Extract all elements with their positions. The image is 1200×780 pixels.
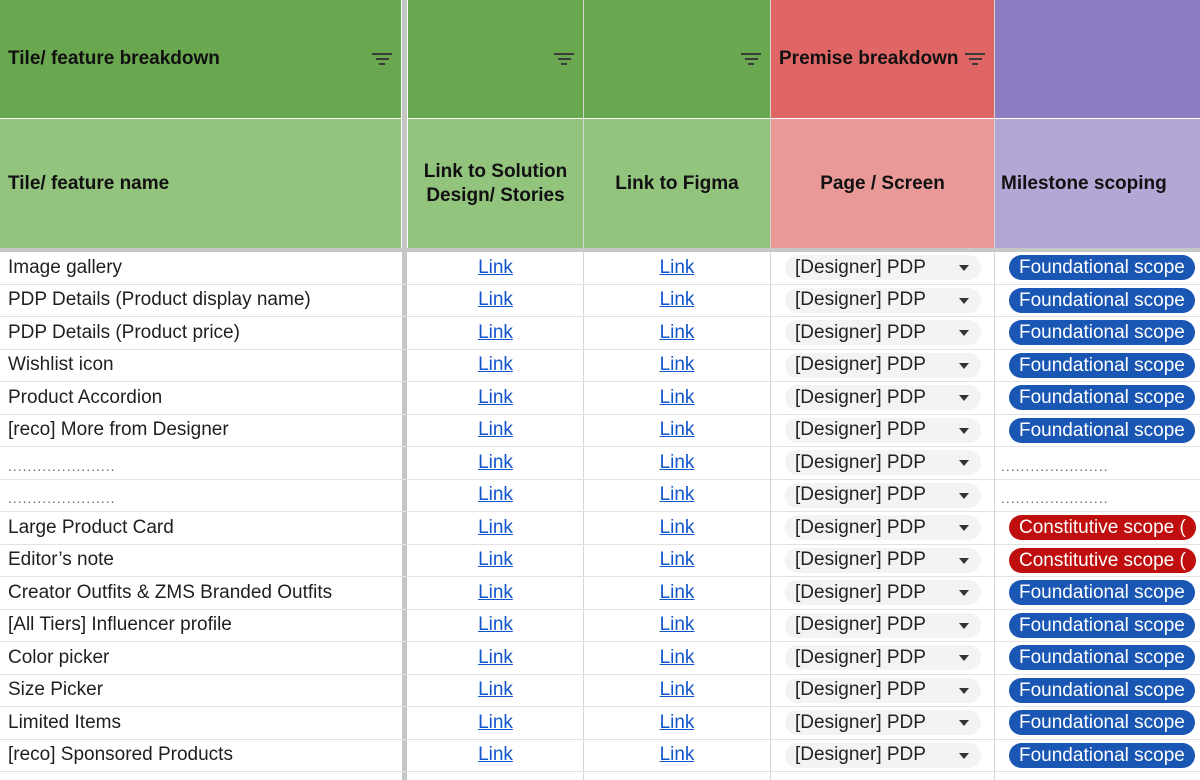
page-screen-dropdown[interactable] bbox=[785, 255, 981, 280]
solution-design-link[interactable]: Link bbox=[478, 581, 513, 603]
page-screen-cell bbox=[771, 317, 994, 349]
page-screen-value: [Designer] PDP bbox=[795, 549, 926, 571]
page-screen-dropdown[interactable] bbox=[785, 743, 981, 768]
page-screen-cell bbox=[771, 545, 994, 577]
page-screen-value: [Designer] PDP bbox=[795, 679, 926, 701]
dropdown-caret-icon[interactable] bbox=[959, 330, 969, 336]
solution-design-link[interactable]: Link bbox=[478, 289, 513, 311]
milestone-scope-cell[interactable] bbox=[995, 350, 1200, 382]
feature-name-cell[interactable] bbox=[0, 512, 401, 544]
figma-cell bbox=[584, 707, 770, 739]
dropdown-caret-icon[interactable] bbox=[959, 395, 969, 401]
table-row bbox=[0, 675, 1200, 708]
feature-name-cell[interactable] bbox=[0, 545, 401, 577]
page-screen-dropdown[interactable] bbox=[785, 353, 981, 378]
milestone-scope-cell[interactable] bbox=[995, 382, 1200, 414]
figma-link[interactable]: Link bbox=[659, 614, 695, 636]
dropdown-caret-icon[interactable] bbox=[959, 753, 969, 759]
placeholder-dots: ...................... bbox=[8, 457, 116, 474]
solution-design-link[interactable]: Link bbox=[478, 256, 513, 278]
page-screen-cell bbox=[771, 642, 994, 674]
page-screen-dropdown[interactable] bbox=[785, 710, 981, 735]
solution-design-link[interactable]: Link bbox=[478, 516, 513, 538]
feature-name-cell[interactable] bbox=[0, 707, 401, 739]
solution-design-link[interactable]: Link bbox=[478, 614, 513, 636]
page-screen-dropdown[interactable] bbox=[785, 548, 981, 573]
header-group-premise-breakdown-label: Premise breakdown bbox=[779, 48, 959, 69]
constitutive-scope-chip[interactable]: Constitutive scope ( bbox=[1009, 515, 1196, 540]
dropdown-caret-icon[interactable] bbox=[959, 493, 969, 499]
feature-name-text: Creator Outfits & ZMS Branded Outfits bbox=[8, 581, 333, 603]
column-header-solution-design[interactable] bbox=[408, 119, 583, 248]
filter-icon[interactable] bbox=[740, 53, 762, 67]
page-screen-value: [Designer] PDP bbox=[795, 289, 926, 311]
page-screen-value: [Designer] PDP bbox=[795, 711, 926, 733]
milestone-scope-cell[interactable] bbox=[995, 415, 1200, 447]
page-screen-value: [Designer] PDP bbox=[795, 614, 926, 636]
feature-name-cell[interactable] bbox=[0, 317, 401, 349]
milestone-scope-cell[interactable] bbox=[995, 707, 1200, 739]
foundational-scope-chip[interactable]: Foundational scope bbox=[1009, 255, 1195, 280]
solution-design-link[interactable]: Link bbox=[478, 354, 513, 376]
figma-link[interactable]: Link bbox=[659, 549, 695, 571]
dropdown-caret-icon[interactable] bbox=[959, 688, 969, 694]
figma-link[interactable]: Link bbox=[659, 516, 695, 538]
table-row bbox=[0, 512, 1200, 545]
page-screen-value: [Designer] PDP bbox=[795, 256, 926, 278]
figma-cell bbox=[584, 545, 770, 577]
feature-name-text: Large Product Card bbox=[8, 516, 174, 538]
page-screen-cell bbox=[771, 707, 994, 739]
milestone-scope-cell[interactable] bbox=[995, 447, 1200, 479]
page-screen-cell bbox=[771, 512, 994, 544]
figma-link[interactable]: Link bbox=[659, 744, 695, 766]
milestone-scope-cell[interactable] bbox=[995, 285, 1200, 317]
filter-icon[interactable] bbox=[553, 53, 575, 67]
solution-design-link[interactable]: Link bbox=[478, 321, 513, 343]
page-screen-value: [Designer] PDP bbox=[795, 321, 926, 343]
solution-design-cell bbox=[408, 447, 583, 479]
column-header-feature-name-label: Tile/ feature name bbox=[8, 172, 170, 194]
foundational-scope-chip[interactable]: Foundational scope bbox=[1009, 710, 1195, 735]
page-screen-value: [Designer] PDP bbox=[795, 744, 926, 766]
page-screen-dropdown[interactable] bbox=[785, 580, 981, 605]
placeholder-dots: ...................... bbox=[1001, 457, 1109, 474]
feature-name-cell[interactable] bbox=[0, 285, 401, 317]
page-screen-dropdown[interactable] bbox=[785, 418, 981, 443]
solution-design-link[interactable]: Link bbox=[478, 646, 513, 668]
figma-link[interactable]: Link bbox=[659, 581, 695, 603]
feature-name-cell[interactable] bbox=[0, 577, 401, 609]
page-screen-cell bbox=[771, 285, 994, 317]
feature-name-cell[interactable] bbox=[0, 610, 401, 642]
column-header-figma-label: Link to Figma bbox=[615, 172, 739, 194]
milestone-scope-cell[interactable] bbox=[995, 642, 1200, 674]
page-screen-value: [Designer] PDP bbox=[795, 451, 926, 473]
foundational-scope-chip[interactable]: Foundational scope bbox=[1009, 645, 1195, 670]
dropdown-caret-icon[interactable] bbox=[959, 558, 969, 564]
solution-design-cell bbox=[408, 317, 583, 349]
page-screen-cell bbox=[771, 740, 994, 772]
feature-name-text: [All Tiers] Influencer profile bbox=[8, 614, 232, 636]
figma-link[interactable]: Link bbox=[659, 679, 695, 701]
page-screen-cell bbox=[771, 675, 994, 707]
page-screen-dropdown[interactable] bbox=[785, 515, 981, 540]
dropdown-caret-icon[interactable] bbox=[959, 720, 969, 726]
foundational-scope-chip[interactable]: Foundational scope bbox=[1009, 288, 1195, 313]
milestone-scope-cell[interactable] bbox=[995, 512, 1200, 544]
dropdown-caret-icon[interactable] bbox=[959, 428, 969, 434]
dropdown-caret-icon[interactable] bbox=[959, 460, 969, 466]
feature-name-text: [reco] More from Designer bbox=[8, 419, 229, 441]
solution-design-cell bbox=[408, 415, 583, 447]
page-screen-dropdown[interactable] bbox=[785, 613, 981, 638]
foundational-scope-chip[interactable]: Foundational scope bbox=[1009, 580, 1195, 605]
feature-name-text: Limited Items bbox=[8, 711, 121, 733]
header-group-feature-breakdown[interactable] bbox=[0, 0, 401, 118]
milestone-scope-cell[interactable] bbox=[995, 317, 1200, 349]
page-screen-cell bbox=[771, 350, 994, 382]
milestone-scope-cell[interactable] bbox=[995, 740, 1200, 772]
figma-link[interactable]: Link bbox=[659, 646, 695, 668]
solution-design-cell bbox=[408, 642, 583, 674]
page-screen-value: [Designer] PDP bbox=[795, 646, 926, 668]
solution-design-cell bbox=[408, 610, 583, 642]
solution-design-cell bbox=[408, 740, 583, 772]
feature-name-text: Color picker bbox=[8, 646, 110, 668]
solution-design-cell bbox=[408, 675, 583, 707]
figma-cell bbox=[584, 285, 770, 317]
page-screen-cell bbox=[771, 382, 994, 414]
milestone-scope-cell[interactable] bbox=[995, 545, 1200, 577]
figma-cell bbox=[584, 642, 770, 674]
milestone-scope-cell[interactable] bbox=[995, 252, 1200, 284]
feature-name-text: [reco] Sponsored Products bbox=[8, 744, 233, 766]
milestone-scope-cell[interactable] bbox=[995, 480, 1200, 512]
feature-name-text: Size Picker bbox=[8, 679, 104, 701]
page-screen-value: [Designer] PDP bbox=[795, 516, 926, 538]
solution-design-link[interactable]: Link bbox=[478, 744, 513, 766]
foundational-scope-chip[interactable]: Foundational scope bbox=[1009, 613, 1195, 638]
solution-design-cell bbox=[408, 252, 583, 284]
dropdown-caret-icon[interactable] bbox=[959, 363, 969, 369]
column-header-milestone-scoping[interactable] bbox=[995, 119, 1200, 248]
figma-cell bbox=[584, 350, 770, 382]
page-screen-cell bbox=[771, 480, 994, 512]
column-header-milestone-scoping-label: Milestone scoping bbox=[1001, 172, 1167, 194]
column-header-page-screen[interactable] bbox=[771, 119, 994, 248]
solution-design-link[interactable]: Link bbox=[478, 484, 513, 506]
foundational-scope-chip[interactable]: Foundational scope bbox=[1009, 678, 1195, 703]
page-screen-dropdown[interactable] bbox=[785, 385, 981, 410]
feature-name-text: PDP Details (Product display name) bbox=[8, 289, 311, 311]
column-header-page-screen-label: Page / Screen bbox=[820, 172, 945, 194]
dropdown-caret-icon[interactable] bbox=[959, 265, 969, 271]
header-figma-top[interactable] bbox=[584, 0, 770, 118]
feature-name-cell[interactable] bbox=[0, 252, 401, 284]
figma-cell bbox=[584, 382, 770, 414]
header-solution-top[interactable] bbox=[408, 0, 583, 118]
figma-link[interactable]: Link bbox=[659, 711, 695, 733]
table-row bbox=[0, 285, 1200, 318]
page-screen-dropdown[interactable] bbox=[785, 645, 981, 670]
table-row bbox=[0, 642, 1200, 675]
foundational-scope-chip[interactable]: Foundational scope bbox=[1009, 385, 1195, 410]
figma-link[interactable]: Link bbox=[659, 354, 695, 376]
dropdown-caret-icon[interactable] bbox=[959, 655, 969, 661]
foundational-scope-chip[interactable]: Foundational scope bbox=[1009, 320, 1195, 345]
header-group-premise-breakdown[interactable] bbox=[771, 0, 994, 118]
page-screen-dropdown[interactable] bbox=[785, 678, 981, 703]
figma-cell bbox=[584, 512, 770, 544]
dropdown-caret-icon[interactable] bbox=[959, 298, 969, 304]
foundational-scope-chip[interactable]: Foundational scope bbox=[1009, 418, 1195, 443]
foundational-scope-chip[interactable]: Foundational scope bbox=[1009, 353, 1195, 378]
filter-icon[interactable] bbox=[371, 53, 393, 67]
solution-design-link[interactable]: Link bbox=[478, 549, 513, 571]
page-screen-cell bbox=[771, 252, 994, 284]
feature-name-cell[interactable] bbox=[0, 740, 401, 772]
placeholder-dots: ...................... bbox=[1001, 490, 1109, 507]
solution-design-cell bbox=[408, 707, 583, 739]
feature-name-cell[interactable] bbox=[0, 675, 401, 707]
table-row bbox=[0, 740, 1200, 773]
table-row bbox=[0, 610, 1200, 643]
page-screen-cell bbox=[771, 415, 994, 447]
figma-link[interactable]: Link bbox=[659, 386, 695, 408]
figma-cell bbox=[584, 415, 770, 447]
page-screen-dropdown[interactable] bbox=[785, 320, 981, 345]
feature-name-text: Editor’s note bbox=[8, 549, 114, 571]
constitutive-scope-chip[interactable]: Constitutive scope ( bbox=[1009, 548, 1196, 573]
solution-design-cell bbox=[408, 545, 583, 577]
feature-name-cell[interactable] bbox=[0, 415, 401, 447]
figma-link[interactable]: Link bbox=[659, 451, 695, 473]
solution-design-cell bbox=[408, 382, 583, 414]
header-group-feature-breakdown-label: Tile/ feature breakdown bbox=[8, 48, 220, 69]
table-row bbox=[0, 545, 1200, 578]
figma-link[interactable]: Link bbox=[659, 256, 695, 278]
table-row bbox=[0, 577, 1200, 610]
solution-design-cell bbox=[408, 480, 583, 512]
solution-design-cell bbox=[408, 512, 583, 544]
figma-link[interactable]: Link bbox=[659, 419, 695, 441]
feature-name-text: Image gallery bbox=[8, 256, 123, 278]
placeholder-dots: ...................... bbox=[8, 490, 116, 507]
figma-link[interactable]: Link bbox=[659, 484, 695, 506]
figma-cell bbox=[584, 675, 770, 707]
column-header-feature-name[interactable] bbox=[0, 119, 401, 248]
feature-name-cell[interactable] bbox=[0, 480, 401, 512]
solution-design-link[interactable]: Link bbox=[478, 386, 513, 408]
solution-design-link[interactable]: Link bbox=[478, 679, 513, 701]
page-screen-dropdown[interactable] bbox=[785, 483, 981, 508]
dropdown-caret-icon[interactable] bbox=[959, 525, 969, 531]
figma-cell bbox=[584, 740, 770, 772]
figma-cell bbox=[584, 610, 770, 642]
feature-name-cell[interactable] bbox=[0, 382, 401, 414]
solution-design-cell bbox=[408, 350, 583, 382]
solution-design-cell bbox=[408, 577, 583, 609]
figma-cell bbox=[584, 252, 770, 284]
figma-cell bbox=[584, 447, 770, 479]
solution-design-link[interactable]: Link bbox=[478, 711, 513, 733]
solution-design-link[interactable]: Link bbox=[478, 419, 513, 441]
page-screen-value: [Designer] PDP bbox=[795, 354, 926, 376]
milestone-scope-cell[interactable] bbox=[995, 610, 1200, 642]
feature-name-cell[interactable] bbox=[0, 350, 401, 382]
foundational-scope-chip[interactable]: Foundational scope bbox=[1009, 743, 1195, 768]
table-row bbox=[0, 317, 1200, 350]
page-screen-value: [Designer] PDP bbox=[795, 419, 926, 441]
header-milestone-top[interactable] bbox=[995, 0, 1200, 118]
page-screen-value: [Designer] PDP bbox=[795, 386, 926, 408]
page-screen-cell bbox=[771, 577, 994, 609]
feature-name-text: Wishlist icon bbox=[8, 354, 114, 376]
page-screen-dropdown[interactable] bbox=[785, 288, 981, 313]
table-row bbox=[0, 252, 1200, 285]
feature-name-cell[interactable] bbox=[0, 447, 401, 479]
page-screen-value: [Designer] PDP bbox=[795, 581, 926, 603]
feature-name-cell[interactable] bbox=[0, 642, 401, 674]
figma-link[interactable]: Link bbox=[659, 289, 695, 311]
table-row bbox=[0, 707, 1200, 740]
column-header-solution-design-label: Link to Solution Design/ Stories bbox=[423, 160, 568, 206]
feature-name-text: Product Accordion bbox=[8, 386, 163, 408]
dropdown-caret-icon[interactable] bbox=[959, 623, 969, 629]
filter-icon[interactable] bbox=[964, 53, 986, 67]
page-screen-cell bbox=[771, 447, 994, 479]
table-row bbox=[0, 415, 1200, 448]
table-row bbox=[0, 382, 1200, 415]
table-row bbox=[0, 350, 1200, 383]
solution-design-cell bbox=[408, 285, 583, 317]
feature-name-text: PDP Details (Product price) bbox=[8, 321, 240, 343]
figma-link[interactable]: Link bbox=[659, 321, 695, 343]
solution-design-link[interactable]: Link bbox=[478, 451, 513, 473]
table-row bbox=[0, 480, 1200, 513]
milestone-scope-cell[interactable] bbox=[995, 577, 1200, 609]
column-header-figma[interactable] bbox=[584, 119, 770, 248]
table-row bbox=[0, 447, 1200, 480]
page-screen-value: [Designer] PDP bbox=[795, 484, 926, 506]
figma-cell bbox=[584, 577, 770, 609]
figma-cell bbox=[584, 480, 770, 512]
milestone-scope-cell[interactable] bbox=[995, 675, 1200, 707]
page-screen-cell bbox=[771, 610, 994, 642]
page-screen-dropdown[interactable] bbox=[785, 450, 981, 475]
figma-cell bbox=[584, 317, 770, 349]
dropdown-caret-icon[interactable] bbox=[959, 590, 969, 596]
